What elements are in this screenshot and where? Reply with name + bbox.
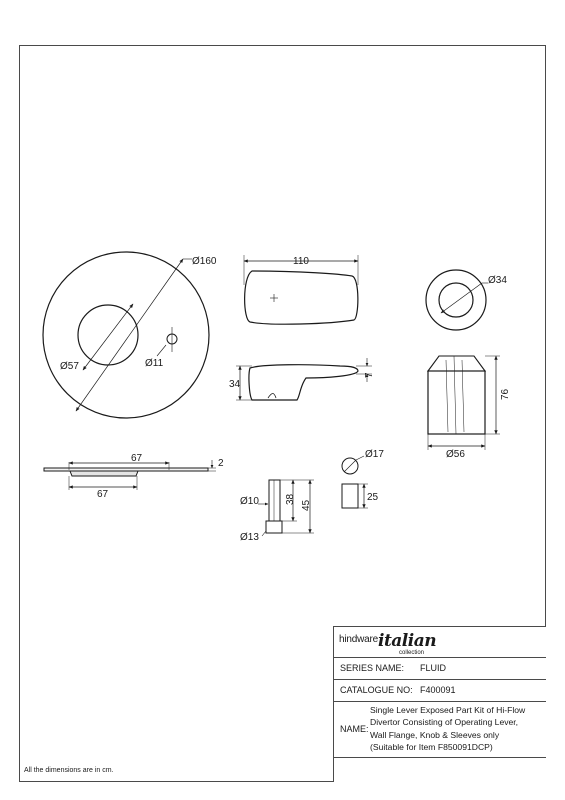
cap-diameter-label: Ø17 [365, 449, 384, 460]
wall-flange-side-view [44, 460, 216, 490]
catalogue-label: CATALOGUE NO: [340, 685, 413, 695]
cap-height-label: 25 [367, 492, 379, 503]
cap-views [342, 456, 368, 508]
catalogue-value: F400091 [420, 685, 456, 695]
brand-logo: hindwareitalian collection [339, 631, 437, 656]
flange-width-bottom-label: 67 [97, 489, 109, 500]
sleeve-base-diameter-label: Ø13 [240, 532, 259, 543]
name-line: Divertor Consisting of Operating Lever, [370, 717, 519, 728]
flange-inner-diameter-label: Ø57 [60, 361, 79, 372]
units-footnote: All the dimensions are in cm. [24, 767, 114, 774]
name-line: Single Lever Exposed Part Kit of Hi-Flow [370, 705, 526, 715]
catalogue-row [334, 680, 546, 702]
flange-hole-diameter-label: Ø11 [145, 358, 164, 369]
flange-diameter-label: Ø160 [192, 256, 217, 267]
name-line: (Suitable for Item F850091DCP) [370, 742, 493, 753]
knob-height-label: 76 [500, 388, 511, 400]
name-value [370, 704, 546, 754]
sleeve-height-inner-label: 38 [285, 493, 296, 505]
lever-height-label: 34 [229, 379, 241, 390]
flange-width-top-label: 67 [131, 453, 143, 464]
lever-side-view [236, 358, 372, 400]
knob-side-view [428, 356, 500, 450]
lever-tip-label: 7 [364, 372, 375, 378]
series-label: SERIES NAME: [340, 663, 405, 673]
knob-diameter-label: Ø56 [446, 449, 465, 460]
knob-top-view [426, 270, 488, 330]
sleeve-height-total-label: 45 [301, 499, 312, 511]
name-row [334, 702, 546, 758]
series-row [334, 658, 546, 680]
wall-flange-front-view [43, 252, 209, 418]
sleeve-diameter-label: Ø10 [240, 496, 259, 507]
knob-top-diameter-label: Ø34 [488, 275, 507, 286]
series-value: FLUID [420, 663, 447, 673]
brand-row [334, 627, 546, 658]
name-label: NAME: [340, 724, 369, 734]
title-block [333, 626, 546, 782]
name-line: Wall Flange, Knob & Sleeves only [370, 729, 500, 740]
flange-thickness-label: 2 [218, 458, 224, 469]
lever-length-label: 110 [293, 256, 309, 267]
